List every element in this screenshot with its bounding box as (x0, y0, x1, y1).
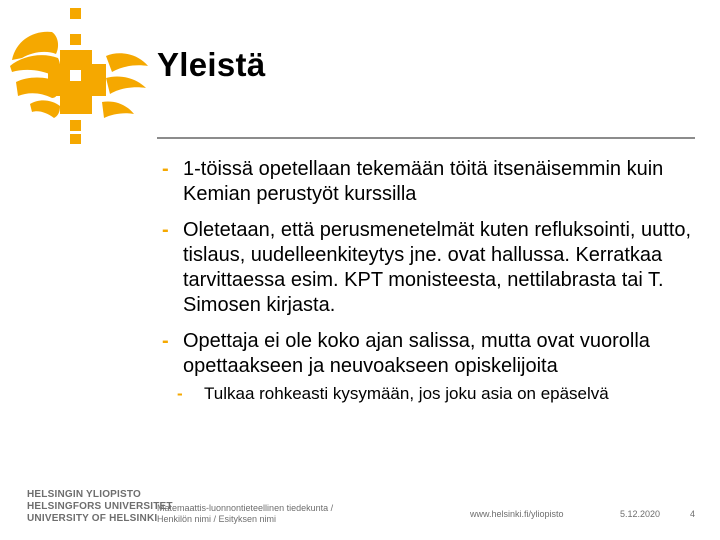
university-wordmark (27, 489, 173, 525)
bullet-text: 1-töissä opetellaan tekemään töitä itsenäisemmin kuin Kemian perustyöt kurssilla (183, 158, 664, 205)
title-divider (157, 137, 695, 139)
bullet-dash: - (162, 219, 169, 241)
university-name-sv: HELSINGFORS UNIVERSITET (27, 501, 173, 512)
footer-date: 5.12.2020 (620, 509, 661, 519)
bullet-text: Oletetaan, että perusmenetelmät kuten refluksointi, uutto, tislaus, uudelleenkiteytys jne. ovat hallussa. Kerratkaa tarvittaessa esim. KPT monisteesta, nettilabrasta tai T. Simosen kirjasta. (183, 219, 692, 316)
bullet-dash: - (162, 330, 169, 352)
university-name-fi: HELSINGIN YLIOPISTO (27, 489, 142, 500)
bullet-dash: - (162, 158, 169, 180)
bullet-item (150, 157, 710, 207)
page-number: 4 (690, 509, 696, 519)
sub-bullet-dash: - (177, 384, 183, 403)
page-title: Yleistä (157, 46, 266, 83)
university-flame-logo (8, 6, 150, 144)
footer-faculty-line2: Henkilön nimi / Esityksen nimi (157, 514, 277, 524)
sub-bullet-item (150, 383, 710, 405)
bullet-item (150, 218, 710, 318)
university-name-en: UNIVERSITY OF HELSINKI (27, 513, 158, 524)
footer-url[interactable]: www.helsinki.fi/yliopisto (470, 509, 564, 519)
bullet-text: Opettaja ei ole koko ajan salissa, mutta ovat vuorolla opettaakseen ja neuvoakseen opiskelijoita (183, 330, 650, 377)
bullet-list (150, 157, 710, 405)
sub-bullet-text: Tulkaa rohkeasti kysymään, jos joku asia on epäselvä (204, 384, 609, 403)
footer-faculty (157, 503, 333, 525)
bullet-item (150, 329, 710, 379)
footer-faculty-line1: Matemaattis-luonnontieteellinen tiedekunta / (157, 503, 334, 513)
